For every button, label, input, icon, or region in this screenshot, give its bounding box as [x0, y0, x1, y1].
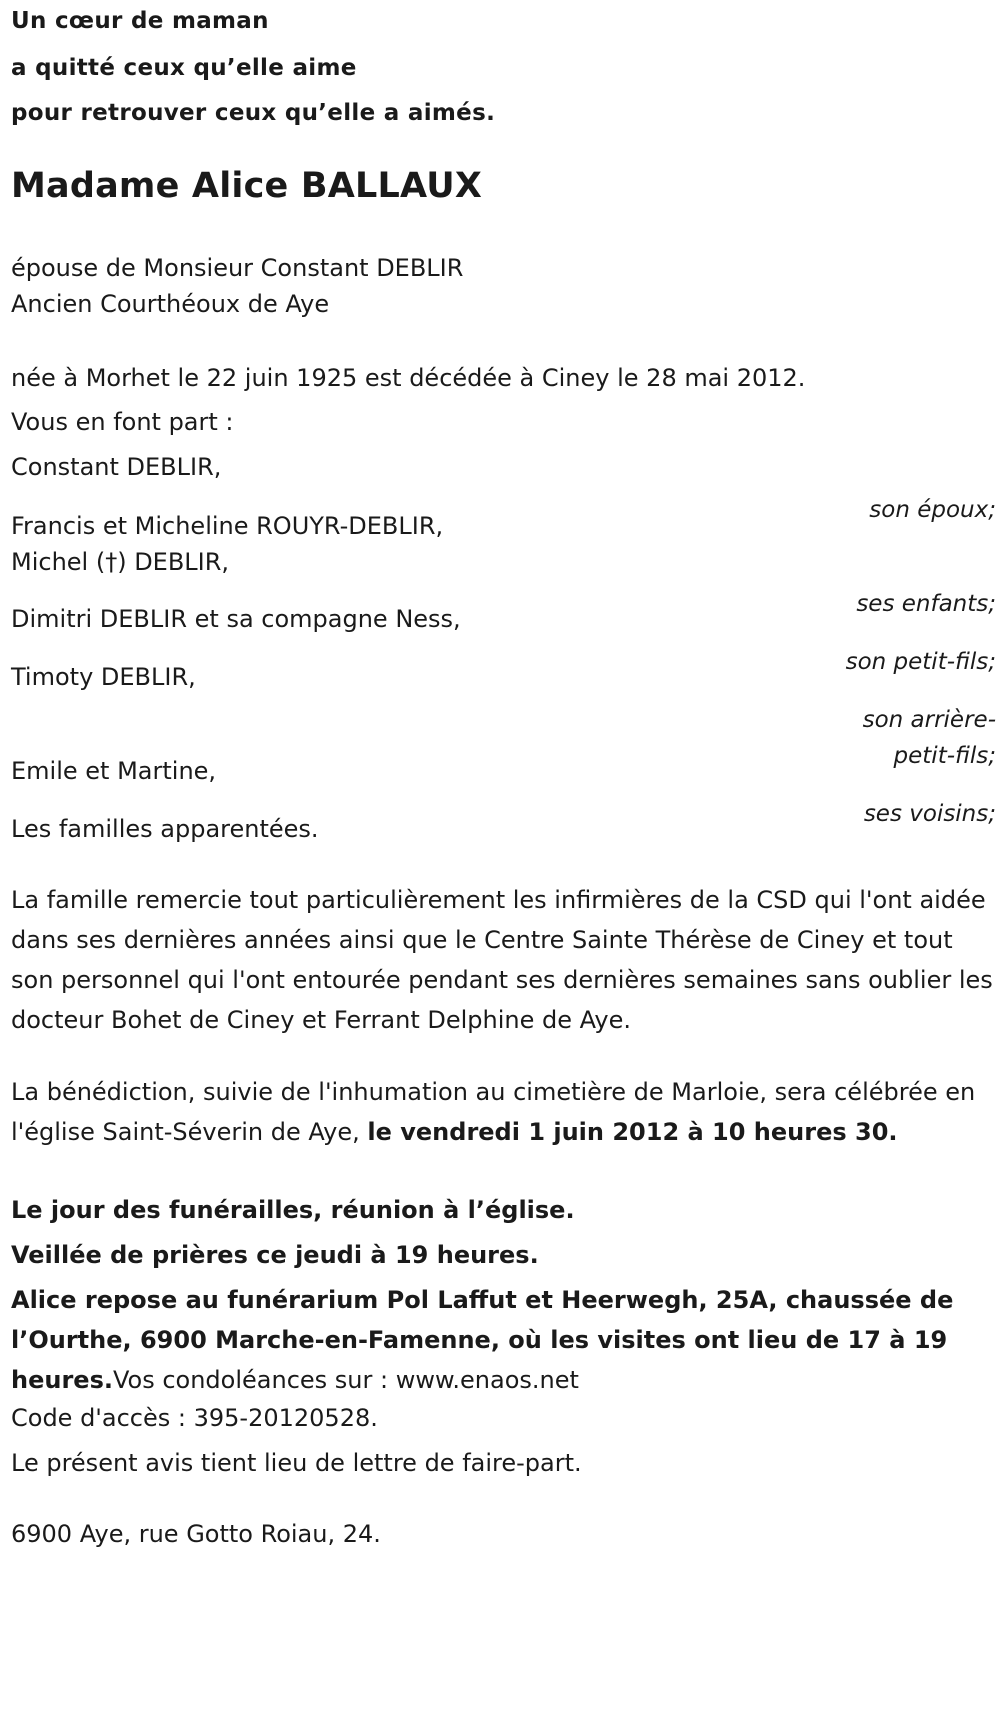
- great-grandson-relation-2: petit-fils;: [893, 743, 996, 769]
- great-grandson-relation-1: son arrière-: [862, 707, 996, 733]
- child-name-1: Francis et Micheline ROUYR-DEBLIR,: [11, 512, 444, 540]
- spouse-relation: son époux;: [869, 497, 996, 523]
- thanks-paragraph: La famille remercie tout particulièrement les infirmières de la CSD qui l'ont aidée dans ses dernières années ainsi que le Centre Sainte Thérèse de Ciney et tout son personnel qui l'ont entourée pendant ses dernières semaines sans oublier les docteur Bohet de Ciney et Ferrant Delphine de Aye.: [11, 886, 993, 1034]
- grandson-name: Dimitri DEBLIR et sa compagne Ness,: [11, 605, 461, 633]
- epigraph-line-1: Un cœur de maman: [11, 8, 269, 34]
- access-code-line: Code d'accès : 395-20120528.: [11, 1404, 378, 1432]
- spouse-line: épouse de Monsieur Constant DEBLIR: [11, 254, 464, 282]
- ceremony-date: le vendredi 1 juin 2012 à 10 heures 30.: [367, 1118, 898, 1146]
- birth-death-line: née à Morhet le 22 juin 1925 est décédée à Ciney le 28 mai 2012.: [11, 364, 806, 392]
- child-name-2: Michel (†) DEBLIR,: [11, 548, 230, 576]
- neighbours-name: Emile et Martine,: [11, 757, 217, 785]
- epigraph-line-2: a quitté ceux qu’elle aime: [11, 55, 357, 81]
- neighbours-relation: ses voisins;: [863, 801, 996, 827]
- great-grandson-name: Timoty DEBLIR,: [11, 663, 196, 691]
- grandson-relation: son petit-fils;: [845, 649, 996, 675]
- spouse-name: Constant DEBLIR,: [11, 453, 222, 481]
- children-relation: ses enfants;: [856, 591, 996, 617]
- deceased-name: Madame Alice BALLAUX: [11, 166, 483, 206]
- funerarium-paragraph: [11, 1280, 996, 1400]
- former-line: Ancien Courthéoux de Aye: [11, 290, 330, 318]
- relatives-line: Les familles apparentées.: [11, 815, 319, 843]
- meeting-line: Le jour des funérailles, réunion à l’église.: [11, 1196, 575, 1224]
- address-line: 6900 Aye, rue Gotto Roiau, 24.: [11, 1520, 381, 1548]
- ceremony-text: La bénédiction, suivie de l'inhumation au cimetière de Marloie, sera célébrée en l'église Saint-Séverin de Aye,: [11, 1078, 976, 1146]
- vigil-line: Veillée de prières ce jeudi à 19 heures.: [11, 1241, 539, 1269]
- epigraph-line-3: pour retrouver ceux qu’elle a aimés.: [11, 100, 496, 126]
- ceremony-paragraph: [11, 1072, 996, 1152]
- notice-line: Le présent avis tient lieu de lettre de faire-part.: [11, 1449, 582, 1477]
- announcers-intro: Vous en font part :: [11, 408, 234, 436]
- funerarium-text: Alice repose au funérarium Pol Laffut et Heerwegh, 25A, chaussée de l’Ourthe, 6900 Marche-en-Famenne, où les visites ont lieu de 17 à 19 heures.: [11, 1286, 954, 1394]
- condolences-text: Vos condoléances sur : www.enaos.net: [112, 1366, 579, 1394]
